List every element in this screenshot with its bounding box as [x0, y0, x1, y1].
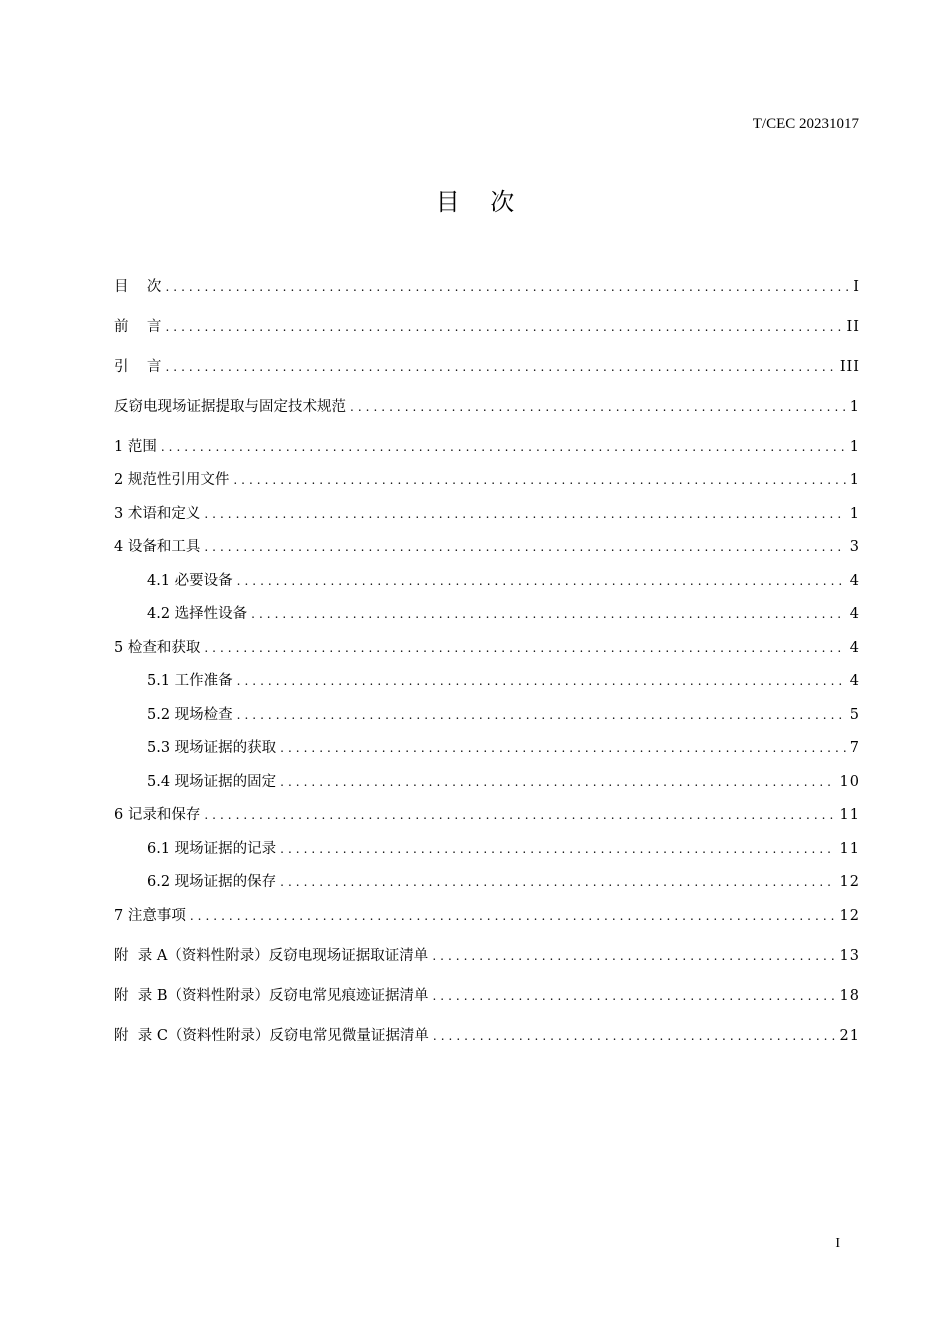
toc-entry-section-3[interactable] — [114, 503, 860, 525]
toc-leader-dots — [251, 603, 846, 625]
toc-entry-label: 附 录 B（资料性附录）反窃电常见痕迹证据清单 — [114, 988, 429, 1004]
toc-entry-label: 6 记录和保存 — [114, 807, 201, 823]
toc-leader-dots — [433, 1025, 836, 1047]
toc-leader-dots — [432, 985, 835, 1007]
toc-entry-page: 11 — [839, 807, 860, 823]
toc-leader-dots — [280, 771, 835, 793]
toc-entry-page: 12 — [839, 874, 860, 890]
toc-entry-label: 6.1 现场证据的记录 — [147, 841, 277, 857]
toc-entry-page: 7 — [849, 740, 860, 756]
toc-leader-dots — [280, 737, 846, 759]
toc-entry-label: 引 言 — [114, 359, 162, 375]
toc-entry-label: 前 言 — [114, 319, 162, 335]
toc-leader-dots — [432, 945, 835, 967]
toc-entry-main-title[interactable] — [114, 396, 860, 418]
toc-heading: 目 次 — [435, 188, 515, 216]
toc-entry-label: 附 录 C（资料性附录）反窃电常见微量证据清单 — [114, 1028, 429, 1044]
toc-entry-appendix-a[interactable] — [114, 945, 860, 967]
toc-entry-page: 1 — [849, 439, 860, 455]
toc-leader-dots — [280, 871, 835, 893]
toc-entry-label: 7 注意事项 — [114, 908, 186, 924]
toc-leader-dots — [161, 436, 846, 458]
toc-entry-label: 附 录 A（资料性附录）反窃电现场证据取证清单 — [114, 948, 429, 964]
toc-leader-dots — [204, 536, 845, 558]
page-number: I — [835, 1236, 840, 1251]
toc-leader-dots — [190, 905, 836, 927]
toc-entry-section-7[interactable] — [114, 905, 860, 927]
toc-leader-dots — [280, 838, 835, 860]
toc-leader-dots — [237, 570, 846, 592]
toc-leader-dots — [237, 704, 846, 726]
toc-entry-introduction[interactable] — [114, 356, 860, 378]
toc-leader-dots — [165, 356, 835, 378]
toc-entry-section-4[interactable] — [114, 536, 860, 558]
toc-leader-dots — [165, 316, 842, 338]
toc-leader-dots — [165, 276, 849, 298]
toc-entry-section-6-1[interactable] — [147, 838, 860, 860]
toc-entry-page: 1 — [849, 399, 860, 415]
toc-entry-section-6-2[interactable] — [147, 871, 860, 893]
toc-entry-page: 18 — [839, 988, 860, 1004]
toc-leader-dots — [204, 804, 835, 826]
toc-entry-appendix-b[interactable] — [114, 985, 860, 1007]
toc-entry-page: I — [853, 279, 860, 295]
toc-entry-page: 4 — [849, 673, 860, 689]
toc-entry-label: 目 次 — [114, 279, 162, 295]
toc-entry-page: 10 — [839, 774, 860, 790]
toc-entry-label: 5.1 工作准备 — [147, 673, 233, 689]
toc-entry-page: 13 — [839, 948, 860, 964]
toc-entry-label: 3 术语和定义 — [114, 506, 201, 522]
toc-entry-page: II — [846, 319, 860, 335]
toc-entry-section-5-1[interactable] — [147, 670, 860, 692]
toc-leader-dots — [350, 396, 846, 418]
toc-entry-section-6[interactable] — [114, 804, 860, 826]
toc-entry-page: 4 — [849, 573, 860, 589]
toc-entry-section-5-3[interactable] — [147, 737, 860, 759]
toc-entry-label: 1 范围 — [114, 439, 157, 455]
toc-entry-appendix-c[interactable] — [114, 1025, 860, 1047]
toc-entry-label: 4 设备和工具 — [114, 539, 201, 555]
toc-entry-page: 3 — [849, 539, 860, 555]
toc-entry-label: 2 规范性引用文件 — [114, 472, 230, 488]
toc-entry-contents[interactable] — [114, 276, 860, 298]
toc-entry-label: 反窃电现场证据提取与固定技术规范 — [114, 399, 346, 415]
toc-entry-section-2[interactable] — [114, 469, 860, 491]
toc-entry-page: 1 — [849, 472, 860, 488]
toc-entry-section-1[interactable] — [114, 436, 860, 458]
toc-entry-page: 12 — [839, 908, 860, 924]
toc-leader-dots — [204, 637, 845, 659]
toc-entry-label: 5.3 现场证据的获取 — [147, 740, 277, 756]
toc-leader-dots — [233, 469, 845, 491]
toc-entry-label: 5.2 现场检查 — [147, 707, 233, 723]
toc-entry-page: 5 — [849, 707, 860, 723]
toc-leader-dots — [237, 670, 846, 692]
toc-entry-page: 1 — [849, 506, 860, 522]
toc-entry-foreword[interactable] — [114, 316, 860, 338]
document-code: T/CEC 20231017 — [752, 116, 859, 132]
toc-entry-page: 21 — [839, 1028, 860, 1044]
toc-entry-section-5-4[interactable] — [147, 771, 860, 793]
toc-entry-label: 4.1 必要设备 — [147, 573, 233, 589]
toc-entry-label: 5 检查和获取 — [114, 640, 201, 656]
toc-entry-page: III — [839, 359, 860, 375]
toc-entry-label: 6.2 现场证据的保存 — [147, 874, 277, 890]
toc-leader-dots — [204, 503, 845, 525]
toc-entry-label: 4.2 选择性设备 — [147, 606, 248, 622]
toc-entry-label: 5.4 现场证据的固定 — [147, 774, 277, 790]
toc-entry-section-5-2[interactable] — [147, 704, 860, 726]
toc-entry-page: 11 — [839, 841, 860, 857]
toc-entry-page: 4 — [849, 606, 860, 622]
toc-entry-section-4-2[interactable] — [147, 603, 860, 625]
toc-entry-section-4-1[interactable] — [147, 570, 860, 592]
toc-entry-section-5[interactable] — [114, 637, 860, 659]
toc-entry-page: 4 — [849, 640, 860, 656]
